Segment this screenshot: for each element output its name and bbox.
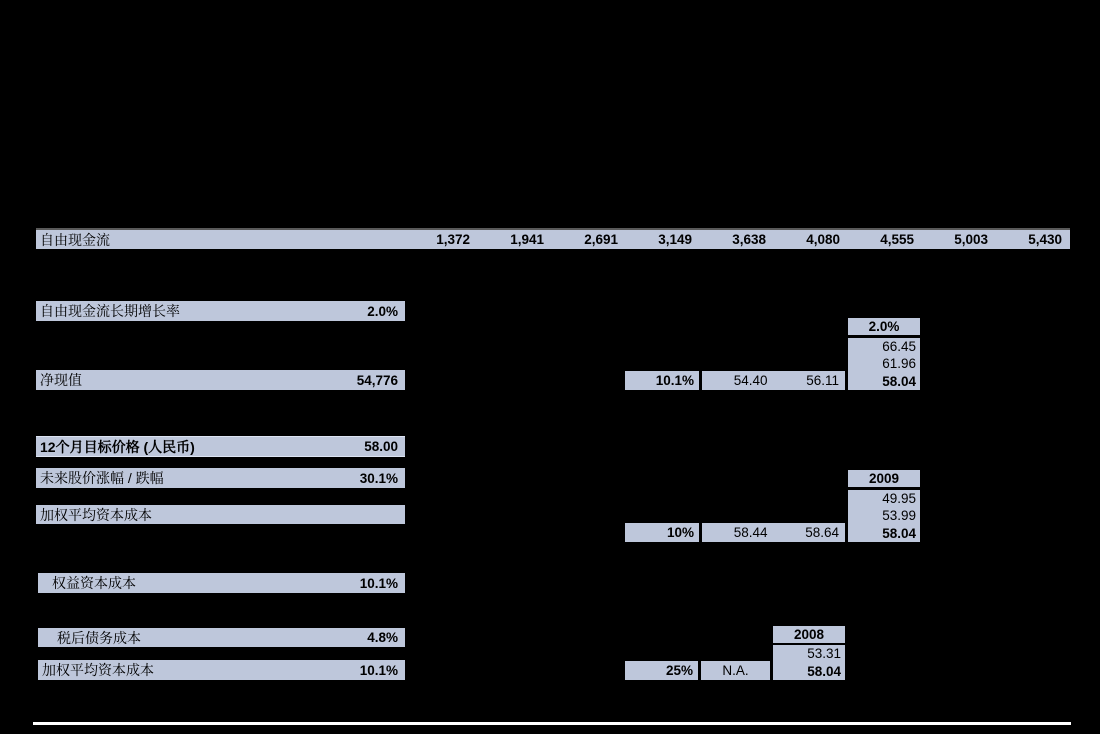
bottom-divider-rule (33, 722, 1071, 725)
wacc-result-row (38, 660, 405, 680)
sensitivity1-value-column (848, 338, 920, 390)
after-tax-cost-of-debt-label: 税后债务成本 (57, 629, 141, 646)
after-tax-cost-of-debt-value: 4.8% (367, 630, 398, 645)
cost-of-equity-value: 10.1% (359, 575, 398, 591)
sensitivity2-row-value: 58.44 (733, 525, 768, 540)
wacc-result-label: 加权平均资本成本 (42, 662, 154, 678)
free-cash-flow-row (36, 228, 1070, 249)
sensitivity1-corner-value: 58.04 (882, 373, 916, 389)
fcf-value-cell: 4,080 (806, 232, 840, 247)
fcf-value-cell: 5,430 (1028, 232, 1062, 247)
npv-row (36, 370, 405, 390)
free-cash-flow-label: 自由现金流 (40, 231, 110, 248)
sensitivity3-row-header: 25% (625, 661, 698, 680)
wacc-result-value: 10.1% (359, 662, 398, 678)
sensitivity1-row-value: 54.40 (733, 373, 768, 388)
fcf-value-cell: 1,941 (510, 232, 544, 247)
twelve-month-target-price-row (36, 436, 405, 457)
sensitivity1-col-value: 61.96 (882, 356, 916, 372)
sensitivity3-row-values (701, 661, 770, 680)
fcf-value-cell: 2,691 (584, 232, 618, 247)
wacc-header-row (36, 505, 405, 524)
sensitivity2-row-header: 10% (625, 523, 699, 542)
sensitivity2-row-value: 58.64 (805, 525, 839, 540)
target-price-label: 12个月目标价格 (人民币) (40, 438, 195, 455)
sensitivity3-corner-value: 58.04 (807, 663, 841, 679)
fcf-value-cell: 1,372 (436, 232, 470, 247)
sensitivity2-col-value: 49.95 (882, 491, 916, 507)
fcf-long-term-growth-value: 2.0% (367, 303, 398, 319)
after-tax-cost-of-debt-row (38, 628, 405, 647)
wacc-header-label: 加权平均资本成本 (40, 506, 152, 523)
fcf-value-cell: 5,003 (954, 232, 988, 247)
sensitivity1-row-value: 56.11 (806, 373, 839, 388)
upside-downside-label: 未来股价涨幅 / 跌幅 (40, 470, 164, 486)
sensitivity3-value-column (773, 645, 845, 680)
sensitivity1-col-value: 66.45 (882, 339, 916, 355)
sensitivity2-col-value: 53.99 (882, 508, 916, 524)
sensitivity3-col-value: 53.31 (807, 646, 841, 662)
sensitivity2-value-column (848, 490, 920, 542)
fcf-long-term-growth-row (36, 301, 405, 321)
sensitivity3-column-header: 2008 (773, 626, 845, 643)
sensitivity3-row-value: N.A. (722, 663, 749, 678)
sensitivity2-column-header: 2009 (848, 470, 920, 487)
fcf-value-cell: 3,638 (732, 232, 766, 247)
npv-value: 54,776 (356, 372, 398, 388)
sensitivity1-row-values (702, 371, 845, 390)
upside-downside-value: 30.1% (359, 470, 398, 486)
cost-of-equity-row (38, 573, 405, 593)
target-price-value: 58.00 (364, 439, 398, 454)
npv-label: 净现值 (40, 372, 82, 388)
fcf-value-cell: 3,149 (658, 232, 692, 247)
fcf-value-cell: 4,555 (880, 232, 914, 247)
upside-downside-row (36, 468, 405, 488)
sensitivity1-row-header: 10.1% (625, 371, 699, 390)
sensitivity1-column-header: 2.0% (848, 318, 920, 335)
sensitivity2-row-values (702, 523, 845, 542)
sensitivity2-corner-value: 58.04 (882, 525, 916, 541)
cost-of-equity-label: 权益资本成本 (52, 575, 136, 591)
fcf-long-term-growth-label: 自由现金流长期增长率 (40, 303, 180, 319)
